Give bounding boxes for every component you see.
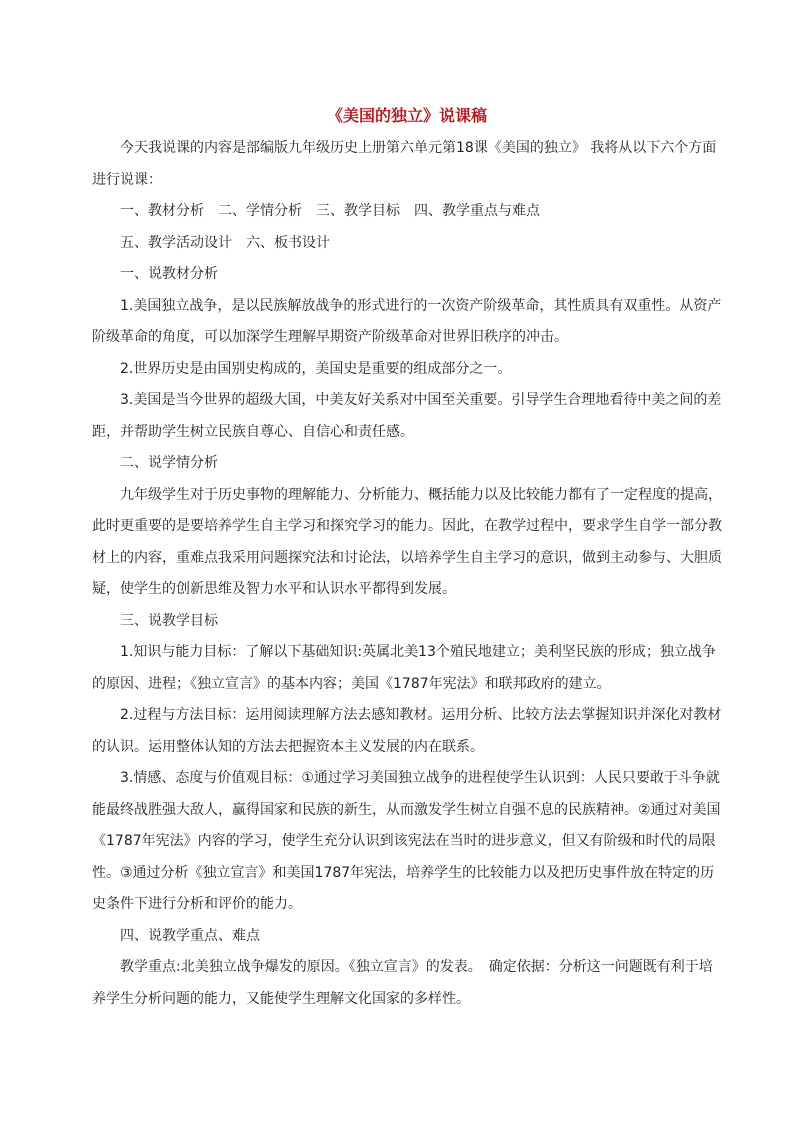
section-heading-3: 三、说教学目标: [120, 612, 218, 629]
section3-paragraph-1: 1.知识与能力目标：了解以下基础知识:英属北美13个殖民地建立；美利坚民族的形成；独立战争的原因、进程；《独立宣言》的基本内容；美国《1787年宪法》和联邦政府的建立。: [92, 644, 716, 692]
section-heading-1: 一、说教材分析: [120, 266, 218, 282]
section3-paragraph-3: 3.情感、态度与价值观目标：①通过学习美国独立战争的进程使学生认识到：人民只要敢于斗争就能最终战胜强大敌人，赢得国家和民族的新生，从而激发学生树立自强不息的民族精神。②通过对美国《1787年宪法》内容的学习，使学生充分认识到该宪法在当时的进步意义，但又有阶级和时代的局限性。③通过分析《独立宣言》和美国1787年宪法，培养学生的比较能力以及把历史事件放在特定的历史条件下进行分析和评价的能力。: [92, 770, 721, 912]
section-heading-2: 二、说学情分析: [120, 455, 218, 471]
section4-paragraph-1: 教学重点:北美独立战争爆发的原因。《独立宣言》的发表。 确定依据：分析这一问题既有利于培养学生分析问题的能力，又能使学生理解文化国家的多样性。: [92, 959, 713, 1007]
outline-line-1: 一、教材分析 二、学情分析 三、教学目标 四、教学重点与难点: [120, 203, 540, 219]
section2-paragraph-1: 九年级学生对于历史事物的理解能力、分析能力、概括能力以及比较能力都有了一定程度的提高，此时更重要的是要培养学生自主学习和探究学习的能力。因此，在教学过程中，要求学生自学一部分教材上的内容，重难点我采用问题探究法和讨论法，以培养学生自主学习的意识，做到主动参与、大胆质疑，使学生的创新思维及智力水平和认识水平都得到发展。: [92, 486, 722, 597]
document-title: 《美国的独立》说课稿: [326, 106, 487, 125]
document-body: [92, 101, 722, 1015]
outline-line-2: 五、教学活动设计 六、板书设计: [120, 234, 330, 251]
section1-paragraph-2: 2.世界历史是由国别史构成的，美国史是重要的组成部分之一。: [120, 360, 512, 377]
intro-paragraph: 今天我说课的内容是部编版九年级历史上册第六单元第18课《美国的独立》 我将从以下六个方面进行说课：: [92, 140, 717, 188]
section1-paragraph-1: 1.美国独立战争，是以民族解放战争的形式进行的一次资产阶级革命，其性质具有双重性。从资产阶级革命的角度，可以加深学生理解早期资产阶级革命对世界旧秩序的冲击。: [92, 297, 722, 345]
section3-paragraph-2: 2.过程与方法目标：运用阅读理解方法去感知教材。运用分析、比较方法去掌握知识并深化对教材的认识。运用整体认知的方法去把握资本主义发展的内在联系。: [92, 707, 722, 755]
section-heading-4: 四、说教学重点、难点: [120, 927, 260, 944]
section1-paragraph-3: 3.美国是当今世界的超级大国，中美友好关系对中国至关重要。引导学生合理地看待中美之间的差距，并帮助学生树立民族自尊心、自信心和责任感。: [92, 392, 722, 440]
